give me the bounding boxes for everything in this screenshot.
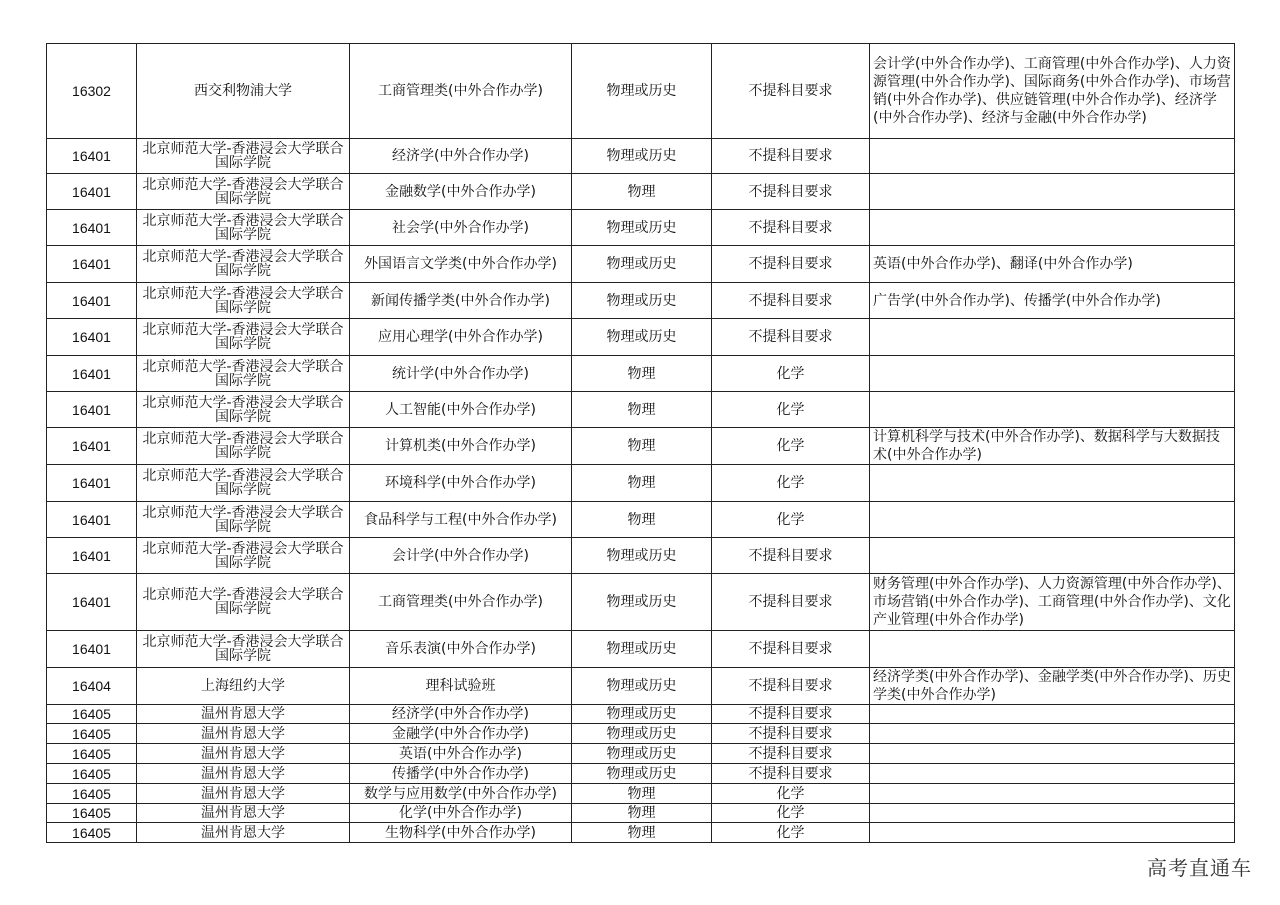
cell-code: 16401 [47, 319, 137, 356]
cell-school: 北京师范大学-香港浸会大学联合国际学院 [137, 428, 350, 465]
cell-major: 生物科学(中外合作办学) [350, 823, 572, 843]
cell-first-subject: 物理或历史 [572, 319, 712, 356]
table-row [47, 356, 1235, 392]
cell-code: 16401 [47, 283, 137, 319]
cell-second-subject: 化学 [712, 392, 870, 428]
cell-school: 温州肯恩大学 [137, 804, 350, 823]
cell-second-subject: 化学 [712, 823, 870, 843]
cell-first-subject: 物理或历史 [572, 139, 712, 174]
cell-school: 上海纽约大学 [137, 668, 350, 705]
cell-first-subject: 物理 [572, 465, 712, 502]
cell-first-subject: 物理 [572, 823, 712, 843]
cell-code: 16401 [47, 174, 137, 210]
cell-code: 16401 [47, 139, 137, 174]
cell-included-majors [870, 319, 1235, 356]
cell-school: 西交利物浦大学 [137, 44, 350, 139]
cell-major: 金融数学(中外合作办学) [350, 174, 572, 210]
table-row [47, 744, 1235, 764]
cell-included-majors [870, 174, 1235, 210]
cell-major: 新闻传播学类(中外合作办学) [350, 283, 572, 319]
cell-code: 16401 [47, 210, 137, 246]
cell-first-subject: 物理 [572, 502, 712, 538]
cell-school: 北京师范大学-香港浸会大学联合国际学院 [137, 631, 350, 668]
cell-code: 16404 [47, 668, 137, 705]
cell-included-majors [870, 823, 1235, 843]
cell-school: 北京师范大学-香港浸会大学联合国际学院 [137, 502, 350, 538]
cell-major: 计算机类(中外合作办学) [350, 428, 572, 465]
cell-school: 北京师范大学-香港浸会大学联合国际学院 [137, 356, 350, 392]
cell-code: 16401 [47, 428, 137, 465]
cell-included-majors [870, 784, 1235, 804]
cell-second-subject: 不提科目要求 [712, 705, 870, 724]
cell-included-majors [870, 538, 1235, 574]
cell-second-subject: 不提科目要求 [712, 210, 870, 246]
table-row [47, 705, 1235, 724]
cell-first-subject: 物理或历史 [572, 210, 712, 246]
cell-school: 温州肯恩大学 [137, 705, 350, 724]
cell-first-subject: 物理或历史 [572, 538, 712, 574]
table-row [47, 283, 1235, 319]
cell-first-subject: 物理 [572, 784, 712, 804]
cell-first-subject: 物理 [572, 356, 712, 392]
cell-school: 北京师范大学-香港浸会大学联合国际学院 [137, 538, 350, 574]
cell-school: 北京师范大学-香港浸会大学联合国际学院 [137, 319, 350, 356]
cell-code: 16401 [47, 246, 137, 283]
cell-included-majors [870, 392, 1235, 428]
cell-school: 温州肯恩大学 [137, 823, 350, 843]
cell-first-subject: 物理或历史 [572, 705, 712, 724]
cell-school: 北京师范大学-香港浸会大学联合国际学院 [137, 210, 350, 246]
table-body [47, 44, 1235, 843]
cell-code: 16401 [47, 538, 137, 574]
cell-school: 温州肯恩大学 [137, 764, 350, 784]
table-row [47, 724, 1235, 744]
cell-included-majors: 经济学类(中外合作办学)、金融学类(中外合作办学)、历史学类(中外合作办学) [870, 668, 1235, 705]
cell-first-subject: 物理 [572, 174, 712, 210]
cell-second-subject: 不提科目要求 [712, 631, 870, 668]
cell-included-majors: 广告学(中外合作办学)、传播学(中外合作办学) [870, 283, 1235, 319]
cell-code: 16401 [47, 631, 137, 668]
cell-first-subject: 物理 [572, 392, 712, 428]
table-row [47, 631, 1235, 668]
table-row [47, 823, 1235, 843]
cell-code: 16405 [47, 764, 137, 784]
cell-major: 环境科学(中外合作办学) [350, 465, 572, 502]
cell-first-subject: 物理或历史 [572, 631, 712, 668]
cell-included-majors: 计算机科学与技术(中外合作办学)、数据科学与大数据技术(中外合作办学) [870, 428, 1235, 465]
cell-included-majors [870, 724, 1235, 744]
table-row [47, 246, 1235, 283]
cell-major: 理科试验班 [350, 668, 572, 705]
cell-code: 16405 [47, 804, 137, 823]
cell-school: 北京师范大学-香港浸会大学联合国际学院 [137, 246, 350, 283]
cell-major: 经济学(中外合作办学) [350, 705, 572, 724]
cell-school: 北京师范大学-香港浸会大学联合国际学院 [137, 174, 350, 210]
table-row [47, 392, 1235, 428]
cell-first-subject: 物理或历史 [572, 246, 712, 283]
cell-major: 会计学(中外合作办学) [350, 538, 572, 574]
cell-second-subject: 不提科目要求 [712, 246, 870, 283]
cell-code: 16405 [47, 823, 137, 843]
cell-major: 工商管理类(中外合作办学) [350, 574, 572, 631]
cell-major: 应用心理学(中外合作办学) [350, 319, 572, 356]
cell-major: 化学(中外合作办学) [350, 804, 572, 823]
cell-first-subject: 物理或历史 [572, 744, 712, 764]
cell-code: 16401 [47, 502, 137, 538]
watermark-text: 高考直通车 [1147, 856, 1252, 880]
cell-school: 温州肯恩大学 [137, 784, 350, 804]
cell-included-majors: 会计学(中外合作办学)、工商管理(中外合作办学)、人力资源管理(中外合作办学)、国际商务(中外合作办学)、市场营销(中外合作办学)、供应链管理(中外合作办学)、经济学(中外合作办学)、经济与金融(中外合作办学) [870, 44, 1235, 139]
cell-second-subject: 不提科目要求 [712, 139, 870, 174]
cell-code: 16401 [47, 574, 137, 631]
cell-second-subject: 不提科目要求 [712, 574, 870, 631]
cell-major: 外国语言文学类(中外合作办学) [350, 246, 572, 283]
table-row [47, 44, 1235, 139]
cell-second-subject: 不提科目要求 [712, 764, 870, 784]
cell-first-subject: 物理或历史 [572, 764, 712, 784]
cell-major: 金融学(中外合作办学) [350, 724, 572, 744]
cell-included-majors [870, 465, 1235, 502]
cell-included-majors [870, 744, 1235, 764]
cell-code: 16405 [47, 744, 137, 764]
cell-major: 人工智能(中外合作办学) [350, 392, 572, 428]
table-row [47, 465, 1235, 502]
cell-school: 温州肯恩大学 [137, 744, 350, 764]
cell-major: 传播学(中外合作办学) [350, 764, 572, 784]
cell-second-subject: 化学 [712, 465, 870, 502]
table-row [47, 319, 1235, 356]
cell-included-majors [870, 705, 1235, 724]
cell-included-majors [870, 764, 1235, 784]
table-row [47, 538, 1235, 574]
cell-school: 北京师范大学-香港浸会大学联合国际学院 [137, 392, 350, 428]
cell-second-subject: 不提科目要求 [712, 283, 870, 319]
cell-code: 16405 [47, 784, 137, 804]
cell-school: 北京师范大学-香港浸会大学联合国际学院 [137, 465, 350, 502]
cell-major: 工商管理类(中外合作办学) [350, 44, 572, 139]
table-row [47, 174, 1235, 210]
cell-code: 16401 [47, 465, 137, 502]
cell-included-majors [870, 804, 1235, 823]
cell-code: 16401 [47, 392, 137, 428]
cell-major: 社会学(中外合作办学) [350, 210, 572, 246]
cell-major: 经济学(中外合作办学) [350, 139, 572, 174]
table-row [47, 210, 1235, 246]
cell-major: 统计学(中外合作办学) [350, 356, 572, 392]
cell-second-subject: 不提科目要求 [712, 744, 870, 764]
cell-included-majors [870, 502, 1235, 538]
cell-first-subject: 物理或历史 [572, 574, 712, 631]
table-row [47, 428, 1235, 465]
cell-second-subject: 化学 [712, 804, 870, 823]
cell-second-subject: 化学 [712, 502, 870, 538]
cell-second-subject: 化学 [712, 784, 870, 804]
cell-major: 食品科学与工程(中外合作办学) [350, 502, 572, 538]
cell-included-majors [870, 356, 1235, 392]
cell-second-subject: 不提科目要求 [712, 724, 870, 744]
cell-included-majors: 财务管理(中外合作办学)、人力资源管理(中外合作办学)、市场营销(中外合作办学)、工商管理(中外合作办学)、文化产业管理(中外合作办学) [870, 574, 1235, 631]
cell-major: 数学与应用数学(中外合作办学) [350, 784, 572, 804]
cell-included-majors: 英语(中外合作办学)、翻译(中外合作办学) [870, 246, 1235, 283]
cell-first-subject: 物理或历史 [572, 283, 712, 319]
table-row [47, 574, 1235, 631]
cell-second-subject: 不提科目要求 [712, 174, 870, 210]
cell-first-subject: 物理 [572, 428, 712, 465]
cell-school: 北京师范大学-香港浸会大学联合国际学院 [137, 139, 350, 174]
cell-second-subject: 不提科目要求 [712, 319, 870, 356]
cell-school: 北京师范大学-香港浸会大学联合国际学院 [137, 283, 350, 319]
cell-included-majors [870, 631, 1235, 668]
table-row [47, 502, 1235, 538]
table-row [47, 784, 1235, 804]
table-row [47, 668, 1235, 705]
enrollment-table [46, 43, 1235, 843]
cell-second-subject: 化学 [712, 356, 870, 392]
cell-second-subject: 化学 [712, 428, 870, 465]
cell-code: 16405 [47, 705, 137, 724]
cell-first-subject: 物理或历史 [572, 44, 712, 139]
cell-code: 16401 [47, 356, 137, 392]
cell-first-subject: 物理 [572, 804, 712, 823]
cell-major: 英语(中外合作办学) [350, 744, 572, 764]
cell-second-subject: 不提科目要求 [712, 44, 870, 139]
cell-included-majors [870, 139, 1235, 174]
cell-school: 温州肯恩大学 [137, 724, 350, 744]
table-row [47, 764, 1235, 784]
cell-major: 音乐表演(中外合作办学) [350, 631, 572, 668]
cell-second-subject: 不提科目要求 [712, 538, 870, 574]
cell-code: 16302 [47, 44, 137, 139]
cell-included-majors [870, 210, 1235, 246]
cell-second-subject: 不提科目要求 [712, 668, 870, 705]
cell-code: 16405 [47, 724, 137, 744]
cell-first-subject: 物理或历史 [572, 724, 712, 744]
cell-school: 北京师范大学-香港浸会大学联合国际学院 [137, 574, 350, 631]
table-row [47, 139, 1235, 174]
table-row [47, 804, 1235, 823]
cell-first-subject: 物理或历史 [572, 668, 712, 705]
